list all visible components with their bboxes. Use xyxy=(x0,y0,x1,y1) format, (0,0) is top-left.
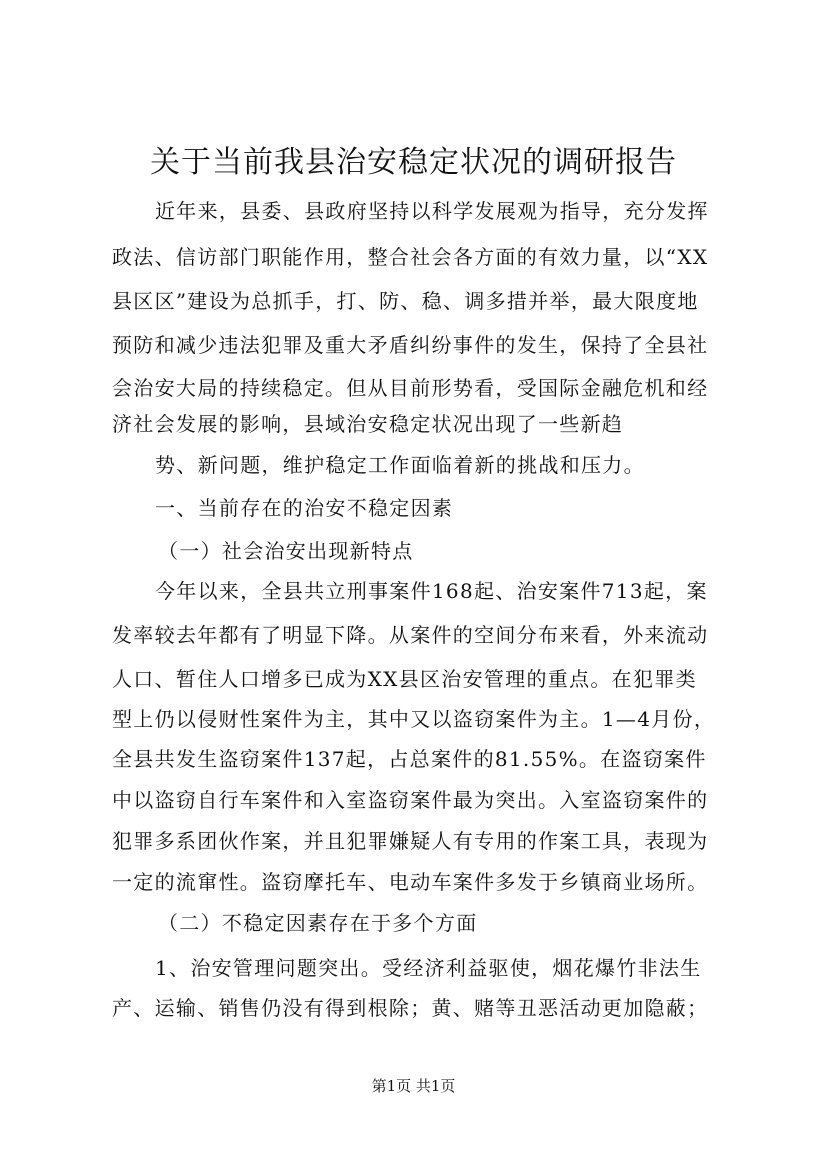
paragraph-line: 发率较去年都有了明显下降。从案件的空间分布来看，外来流动 xyxy=(112,623,709,647)
paragraph-line: 近年来，县委、县政府坚持以科学发展观为指导，充分发挥 xyxy=(155,199,709,223)
paragraph-line: 1、治安管理问题突出。受经济利益驱使，烟花爆竹非法生 xyxy=(155,956,702,980)
paragraph-line: 中以盗窃自行车案件和入室盗窃案件最为突出。入室盗窃案件的 xyxy=(112,788,709,812)
paragraph-line: 人口、暂住人口增多已成为XX县区治安管理的重点。在犯罪类 xyxy=(112,667,697,691)
paragraph-line: 会治安大局的持续稳定。但从目前形势看，受国际金融危机和经 xyxy=(112,376,709,400)
paragraph-line: 型上仍以侵财性案件为主，其中又以盗窃案件为主。1—4月份， xyxy=(112,707,716,731)
subsection-heading: （二）不稳定因素存在于多个方面 xyxy=(158,911,478,935)
paragraph-line: 预防和减少违法犯罪及重大矛盾纠纷事件的发生，保持了全县社 xyxy=(112,333,709,357)
document-title: 关于当前我县治安稳定状况的调研报告 xyxy=(150,145,677,180)
paragraph-line: 产、运输、销售仍没有得到根除；黄、赌等丑恶活动更加隐蔽； xyxy=(112,996,709,1020)
paragraph-line: 政法、信访部门职能作用，整合社会各方面的有效力量，以“XX xyxy=(112,245,709,269)
paragraph-line: 犯罪多系团伙作案，并且犯罪嫌疑人有专用的作案工具，表现为 xyxy=(112,829,709,853)
paragraph-line: 一定的流窜性。盗窃摩托车、电动车案件多发于乡镇商业场所。 xyxy=(112,870,709,894)
paragraph-line: 县区区”建设为总抓手，打、防、稳、调多措并举，最大限度地 xyxy=(112,289,699,313)
paragraph-line: 济社会发展的影响，县域治安稳定状况出现了一些新趋 xyxy=(112,412,624,436)
paragraph-line: 势、新问题，维护稳定工作面临着新的挑战和压力。 xyxy=(155,453,645,477)
page-footer: 第1页 共1页 xyxy=(371,1077,456,1095)
paragraph-line: 今年以来，全县共立刑事案件168起、治安案件713起，案 xyxy=(155,579,708,603)
paragraph-line: 全县共发生盗窃案件137起，占总案件的81.55%。在盗窃案件 xyxy=(112,747,707,771)
section-heading: 一、当前存在的治安不稳定因素 xyxy=(155,496,454,520)
subsection-heading: （一）社会治安出现新特点 xyxy=(158,539,414,563)
